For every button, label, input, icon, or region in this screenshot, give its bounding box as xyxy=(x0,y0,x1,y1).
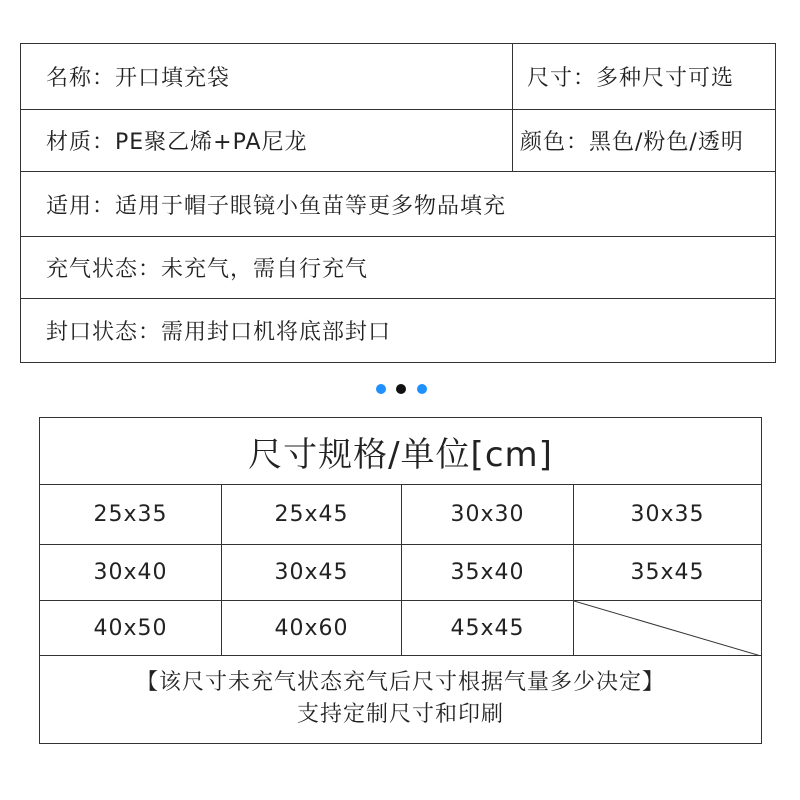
carousel-dots xyxy=(372,384,428,396)
size-cell: 30x35 xyxy=(630,502,705,527)
product-name: 名称：开口填充袋 xyxy=(46,66,231,91)
carousel-dot-3[interactable] xyxy=(417,384,427,394)
product-material: 材质：PE聚乙烯+PA尼龙 xyxy=(46,130,308,155)
size-cell: 25x45 xyxy=(274,502,349,527)
info-row-inflation xyxy=(21,237,775,299)
size-cell: 40x50 xyxy=(93,615,168,641)
size-spec-table xyxy=(39,417,762,744)
info-row-usage xyxy=(21,172,775,237)
size-cell: 30x45 xyxy=(274,560,349,585)
empty-cell-diagonal xyxy=(574,601,761,656)
product-color: 颜色：黑色/粉色/透明 xyxy=(512,110,775,171)
size-note-line-1: 【该尺寸未充气状态充气后尺寸根据气量多少决定】 xyxy=(135,670,665,695)
sealing-status: 封口状态：需用封口机将底部封口 xyxy=(46,320,392,345)
size-cell: 30x30 xyxy=(450,502,525,527)
size-cell: 40x60 xyxy=(274,615,349,641)
size-cell: 35x45 xyxy=(630,560,705,585)
info-row-material-color xyxy=(21,110,775,172)
product-size: 尺寸：多种尺寸可选 xyxy=(512,44,775,109)
size-cell: 45x45 xyxy=(450,615,525,641)
product-usage: 适用：适用于帽子眼镜小鱼苗等更多物品填充 xyxy=(46,193,507,219)
size-cell: 35x40 xyxy=(450,560,525,585)
size-note-line-2: 支持定制尺寸和印刷 xyxy=(296,702,504,727)
inflation-status: 充气状态：未充气，需自行充气 xyxy=(46,257,369,282)
info-row-sealing xyxy=(21,299,775,362)
info-row-name-size xyxy=(21,44,775,110)
carousel-dot-2[interactable] xyxy=(396,384,406,394)
size-note xyxy=(40,655,761,743)
size-cell: 25x35 xyxy=(93,502,168,527)
carousel-dot-1[interactable] xyxy=(376,384,386,394)
size-cell: 30x40 xyxy=(93,560,168,585)
product-info-table xyxy=(20,43,776,363)
size-table-title: 尺寸规格/单位[cm] xyxy=(40,418,761,485)
